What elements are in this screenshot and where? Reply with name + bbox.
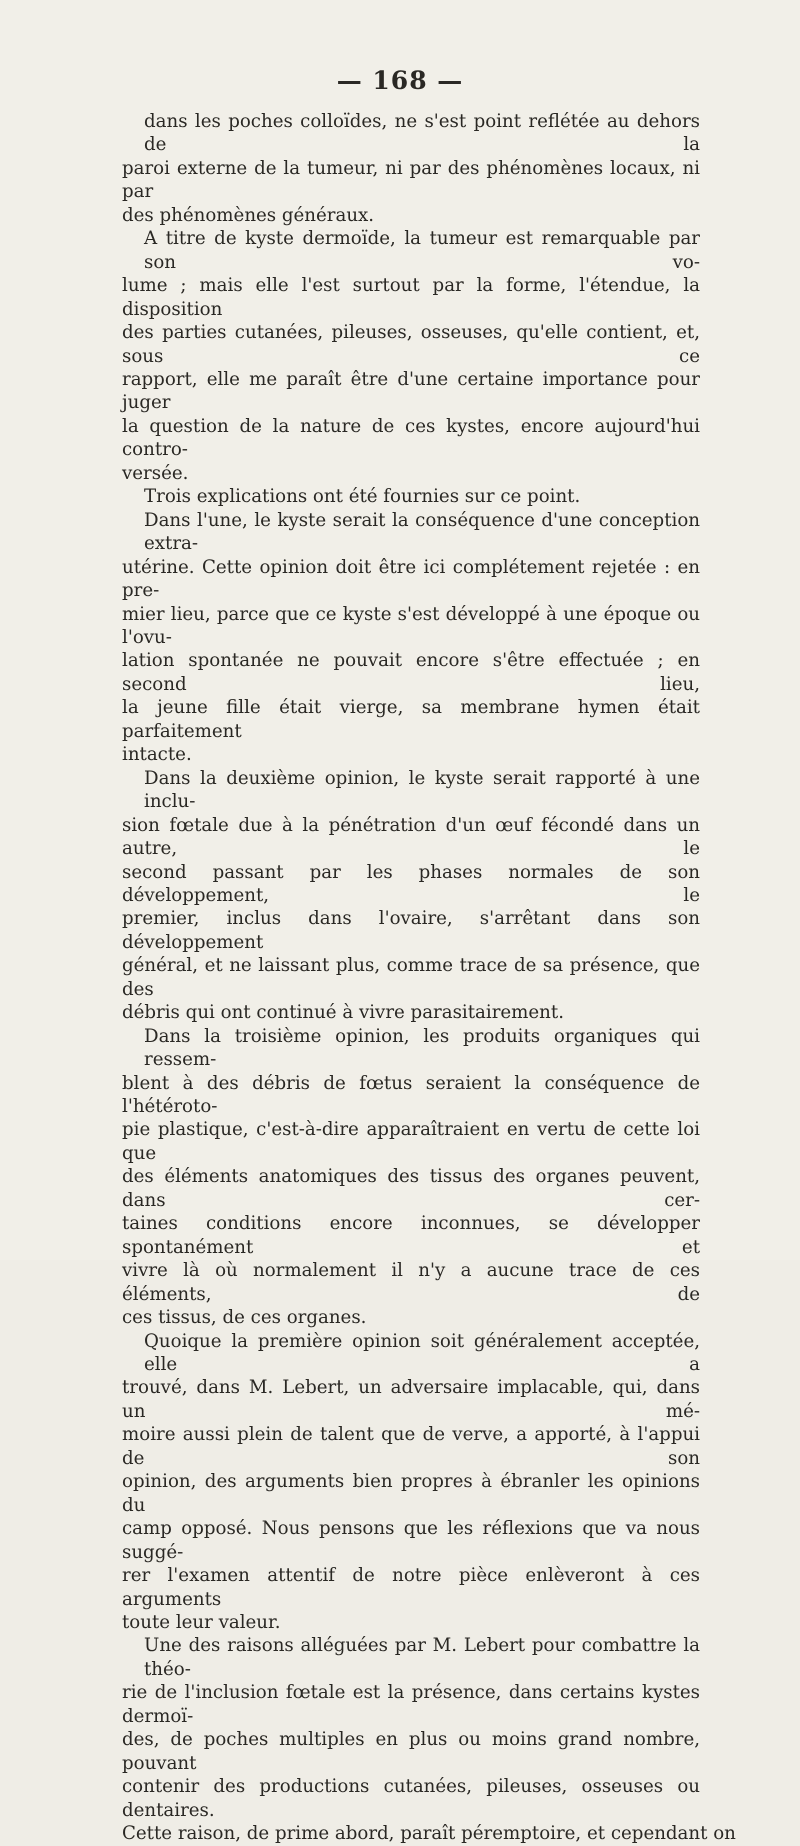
text-line: Une des raisons alléguées par M. Lebert pour combattre la théo- bbox=[144, 1635, 700, 1680]
text-line: intacte. bbox=[122, 744, 192, 766]
text-line: A titre de kyste dermoïde, la tumeur est remarquable par son vo- bbox=[144, 228, 700, 273]
text-line: la jeune fille était vierge, sa membrane hymen était parfaitement bbox=[122, 697, 700, 742]
text-line: des parties cutanées, pileuses, osseuses, qu'elle contient, et, sous ce bbox=[122, 322, 700, 367]
text-line: lation spontanée ne pouvait encore s'être effectuée ; en second lieu, bbox=[122, 650, 700, 695]
text-line: des, de poches multiples en plus ou moins grand nombre, pouvant bbox=[122, 1729, 700, 1774]
text-line: Dans l'une, le kyste serait la conséquence d'une conception extra- bbox=[144, 509, 700, 555]
text-line: second passant par les phases normales de son développement, le bbox=[122, 861, 700, 906]
text-line: rapport, elle me paraît être d'une certaine importance pour juger bbox=[122, 368, 700, 414]
text-line: Cette raison, de prime abord, paraît péremptoire, et cependant on bbox=[122, 1823, 736, 1845]
text-line: pie plastique, c'est-à-dire apparaîtraient en vertu de cette loi que bbox=[122, 1119, 700, 1164]
text-line: Dans la deuxième opinion, le kyste serait rapporté à une inclu- bbox=[144, 767, 700, 813]
text-line: versée. bbox=[122, 462, 189, 484]
text-line: moire aussi plein de talent que de verve, a apporté, à l'appui de son bbox=[122, 1424, 700, 1469]
paragraph bbox=[122, 1025, 700, 1330]
paragraph bbox=[122, 485, 700, 508]
text-line: des phénomènes généraux. bbox=[122, 204, 375, 226]
text-line: opinion, des arguments bien propres à ébranler les opinions du bbox=[122, 1471, 700, 1516]
paragraph bbox=[122, 1330, 700, 1635]
text-line: Quoique la première opinion soit généralement acceptée, elle a bbox=[144, 1330, 700, 1376]
paragraph bbox=[122, 1634, 736, 1845]
text-line: la question de la nature de ces kystes, encore aujourd'hui contro- bbox=[122, 415, 700, 461]
text-line: blent à des débris de fœtus seraient la conséquence de l'hétéroto- bbox=[122, 1072, 700, 1118]
text-line: toute leur valeur. bbox=[122, 1612, 281, 1633]
paragraph bbox=[122, 227, 700, 485]
text-line: trouvé, dans M. Lebert, un adversaire implacable, qui, dans un mé- bbox=[122, 1377, 700, 1422]
text-line: mier lieu, parce que ce kyste s'est développé à une époque ou l'ovu- bbox=[122, 603, 700, 648]
text-line: vivre là où normalement il n'y a aucune trace de ces éléments, de bbox=[122, 1260, 700, 1305]
text-line: taines conditions encore inconnues, se développer spontanément et bbox=[122, 1213, 700, 1258]
text-line: contenir des productions cutanées, pileuses, osseuses ou dentaires. bbox=[122, 1776, 700, 1821]
text-line: Trois explications ont été fournies sur ce point. bbox=[144, 486, 581, 508]
text-line: paroi externe de la tumeur, ni par des phénomènes locaux, ni par bbox=[122, 157, 700, 203]
text-line: camp opposé. Nous pensons que les réflexions que va nous suggé- bbox=[122, 1518, 700, 1563]
page-number: — 168 — bbox=[336, 66, 464, 95]
text-line: débris qui ont continué à vivre parasitairement. bbox=[122, 1002, 564, 1024]
text-line: sion fœtale due à la pénétration d'un œuf fécondé dans un autre, le bbox=[122, 814, 700, 860]
body-text bbox=[122, 110, 736, 1846]
text-line: lume ; mais elle l'est surtout par la forme, l'étendue, la disposition bbox=[122, 275, 700, 320]
text-line: général, et ne laissant plus, comme trace de sa présence, que des bbox=[122, 955, 700, 1000]
text-line: ces tissus, de ces organes. bbox=[122, 1307, 367, 1329]
text-line: rer l'examen attentif de notre pièce enlèveront à ces arguments bbox=[122, 1565, 700, 1610]
paragraph bbox=[122, 509, 700, 767]
text-line: utérine. Cette opinion doit être ici complétement rejetée : en pre- bbox=[122, 556, 700, 602]
text-line: rie de l'inclusion fœtale est la présence, dans certains kystes dermoï- bbox=[122, 1682, 700, 1727]
paragraph bbox=[122, 767, 700, 1025]
paragraph bbox=[122, 110, 700, 227]
text-line: des éléments anatomiques des tissus des organes peuvent, dans cer- bbox=[122, 1166, 700, 1211]
text-line: premier, inclus dans l'ovaire, s'arrêtant dans son développement bbox=[122, 908, 700, 953]
text-line: Dans la troisième opinion, les produits organiques qui ressem- bbox=[144, 1025, 700, 1071]
text-line: dans les poches colloïdes, ne s'est point reflétée au dehors de la bbox=[144, 111, 700, 156]
